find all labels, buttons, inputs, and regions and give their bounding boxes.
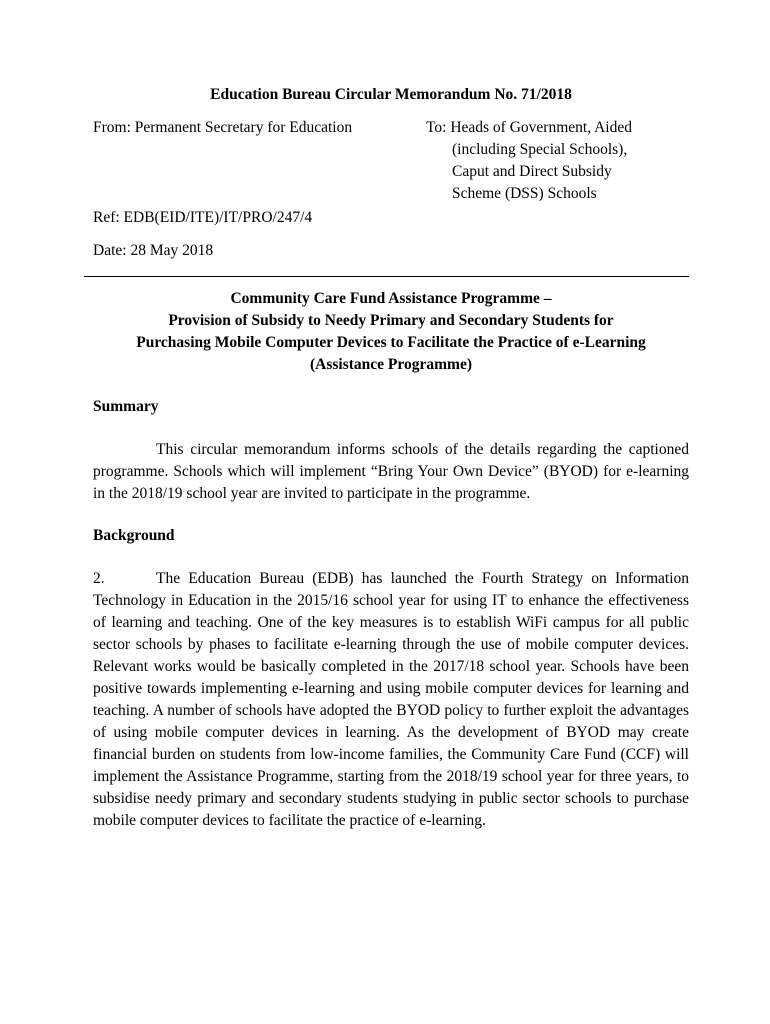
summary-heading: Summary <box>93 398 159 415</box>
subject-line: Provision of Subsidy to Needy Primary and Secondary Students for <box>168 312 614 329</box>
memo-to <box>426 117 689 205</box>
memo-header <box>93 117 689 205</box>
header-divider <box>84 276 689 277</box>
memo-title: Education Bureau Circular Memorandum No. 71/2018 <box>210 86 572 103</box>
background-paragraph <box>93 568 689 832</box>
subject-line: Purchasing Mobile Computer Devices to Facilitate the Practice of e-Learning <box>136 334 646 351</box>
memo-to-line: (including Special Schools), <box>452 141 628 158</box>
memo-date: Date: 28 May 2018 <box>93 242 214 259</box>
background-heading: Background <box>93 527 175 544</box>
memo-ref: Ref: EDB(EID/ITE)/IT/PRO/247/4 <box>93 209 313 226</box>
memo-to-line: Caput and Direct Subsidy <box>452 163 612 180</box>
memo-to-line: Scheme (DSS) Schools <box>452 185 597 202</box>
summary-paragraph: This circular memorandum informs schools of the details regarding the captioned programme. Schools which will implement “Bring Your Own Device” (BYOD) for e-learning in the 2018/19 school year are invited to participate in the programme. <box>93 441 689 502</box>
memo-from: From: Permanent Secretary for Education <box>93 119 353 136</box>
paragraph-number: 2. <box>93 570 105 587</box>
memo-to-line: To: Heads of Government, Aided <box>426 119 632 136</box>
memo-subject <box>93 288 689 376</box>
memo-page <box>93 84 689 832</box>
background-paragraph-text: The Education Bureau (EDB) has launched the Fourth Strategy on Information Technology in Education in the 2015/16 school year for using IT to enhance the effectiveness of learning and teaching. One of the key measures is to establish WiFi campus for all public sector schools by phases to facilitate e-learning through the use of mobile computer devices. Relevant works would be basically completed in the 2017/18 school year. Schools have been positive towards implementing e-learning and using mobile computer devices for learning and teaching. A number of schools have adopted the BYOD policy to further exploit the advantages of using mobile computer devices in learning. As the development of BYOD may create financial burden on students from low-income families, the Community Care Fund (CCF) will implement the Assistance Programme, starting from the 2018/19 school year for three years, to subsidise needy primary and secondary students studying in public sector schools to purchase mobile computer devices to facilitate the practice of e-learning. <box>93 570 689 829</box>
subject-line: (Assistance Programme) <box>310 356 472 373</box>
subject-line: Community Care Fund Assistance Programme – <box>230 290 552 307</box>
